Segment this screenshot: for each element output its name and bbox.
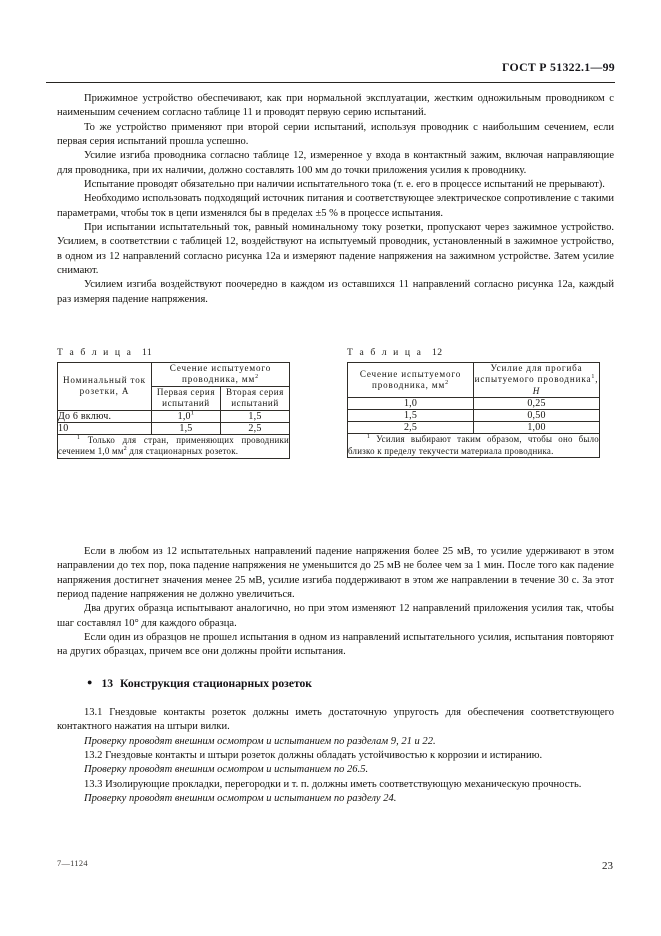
table-row: [58, 363, 290, 387]
paragraph: Два других образца испытывают аналогично, но при этом изменяют 12 направлений приложения усилия так, чтобы шаг составлял 10° для каждого образца.: [57, 603, 614, 629]
paragraph-verification: Проверку проводят внешним осмотром и испытанием по разделу 24.: [84, 793, 397, 805]
table-11-footnote-sup: 2: [123, 446, 127, 453]
paragraph: 13.1 Гнездовые контакты розеток должны иметь достаточную упругость для обеспечения соответствующего контактного нажатия на штыри вилки.: [57, 707, 614, 733]
table-12-header-section: [348, 363, 474, 398]
table-12-cell-section: 1,0: [348, 398, 474, 410]
table-11-footnote-marker: 1: [77, 434, 81, 441]
table-11-footnote-text-part2: для стационарных розеток.: [126, 446, 239, 457]
paragraph: Необходимо использовать подходящий источник питания и соответствующее электрическое сопротивление с такими параметрами, чтобы ток в цепи изменялся бы в пределах ±5 % в процессе испытания.: [57, 193, 614, 219]
paragraph: Усилие изгиба проводника согласно таблице 12, измеренное у входа в контактный зажим, включая направляющие для проводника, при их наличии, должно составлять 100 мм до точки приложения усилия к проводнику.: [57, 150, 614, 176]
table-11-footnote-text-part1: Только для стран, применяющих проводники сечением 1,0 мм: [58, 434, 290, 457]
paragraph: Если один из образцов не прошел испытания в одном из направлений испытательного усилия, испытания повторяют на других образцах, причем все они должны пройти испытания.: [57, 632, 614, 658]
table-12-cell-force: 0,25: [474, 398, 600, 410]
body-text-block-top: [57, 92, 614, 307]
table-11-cell-current: До 6 включ.: [58, 410, 152, 422]
paragraph: Прижимное устройство обеспечивают, как при нормальной эксплуатации, жестким одножильным проводником с наименьшим сечением согласно таблице 11 и проводят первую серию испытаний.: [57, 93, 614, 119]
table-11-header-series1: Первая серия испытаний: [151, 386, 220, 410]
table-12-footnote: [348, 434, 600, 458]
body-text-block-section13: [57, 706, 614, 806]
table-11-block: [57, 347, 290, 459]
body-text-block-middle: [57, 545, 614, 660]
paragraph-verification: Проверку проводят внешним осмотром и испытанием по разделам 9, 21 и 22.: [84, 735, 436, 747]
table-11-value-sup: 1: [190, 409, 195, 417]
paragraph: Усилием изгиба воздействуют поочередно в каждом из оставшихся 11 направлений согласно рисунка 12а, каждый раз измеряя падение напряжения.: [57, 279, 614, 305]
table-row: [348, 410, 600, 422]
paragraph: 13.3 Изолирующие прокладки, перегородки и т. п. должны иметь соответствующую механическую прочность.: [84, 778, 582, 790]
table-11-header-series2: Вторая серия испытаний: [220, 386, 289, 410]
table-12-cell-force: 0,50: [474, 410, 600, 422]
table-11-footnote: [58, 434, 290, 458]
table-row: [348, 363, 600, 398]
paragraph: Если в любом из 12 испытательных направлений падение напряжения более 25 мВ, то усилие удерживают в этом направлении до тех пор, пока падение напряжения не уменьшится до 25 мВ не более чем за 1 мин. После того как падение напряжения достигнет значения менее 25 мВ, усилие изгиба поддерживают в этом же направлении в течение 30 с. За этот период падение напряжения не должно увеличиться.: [57, 546, 614, 601]
table-11-cell-first-series: [151, 410, 220, 422]
table-11-cell-first-series: 1,5: [151, 422, 220, 434]
table-12-cell-force: 1,00: [474, 422, 600, 434]
table-12-cell-section: 2,5: [348, 422, 474, 434]
paragraph: При испытании испытательный ток, равный номинальному току розетки, пропускают через зажимное устройство. Усилием, в соответствии с таблицей 12, воздействуют на испытуемый проводник, установленный в зажимное устройство, в одном из 12 направлений согласно рисунка 12а и измеряют падение напряжения на зажимном устройстве. Затем усилие снимают.: [57, 222, 614, 277]
table-row: [348, 422, 600, 434]
table-row: [58, 434, 290, 458]
table-12-footnote-text: Усилия выбирают таким образом, чтобы оно было близко к пределу текучести материала проводника.: [348, 434, 599, 456]
footer-signature-mark: 7—1124: [57, 859, 88, 868]
table-12-caption: [347, 347, 600, 358]
table-12-caption-label: Т а б л и ц а: [347, 347, 424, 358]
header-divider: [46, 82, 615, 83]
table-12-header-force-unit: Н: [532, 385, 541, 396]
table-11-header-group-text: Сечение испытуемого проводника, мм: [169, 363, 272, 385]
paragraph: 13.2 Гнездовые контакты и штыри розеток должны обладать устойчивостью к коррозии и истиранию.: [84, 750, 543, 762]
table-row: [348, 434, 600, 458]
table-12-header-force-sup: 1: [591, 374, 596, 381]
table-11-value: 1,0: [177, 410, 191, 422]
table-11-cell-second-series: 1,5: [220, 410, 289, 422]
table-11-cell-second-series: 2,5: [220, 422, 289, 434]
paragraph-verification: Проверку проводят внешним осмотром и испытанием по 26.5.: [84, 764, 369, 776]
paragraph: Испытание проводят обязательно при наличии испытательного тока (т. е. его в процессе испытаний не прерывают).: [84, 179, 605, 191]
table-row: [58, 410, 290, 422]
table-12: [347, 362, 600, 458]
section-13-title: Конструкция стационарных розеток: [120, 677, 312, 690]
table-11-header-group: [151, 363, 289, 387]
table-11-header-group-sup: 2: [255, 374, 259, 381]
table-12-footnote-marker: 1: [367, 434, 371, 441]
table-12-header-force-text: Усилие для прогиба испытуемого проводника: [474, 363, 592, 385]
bullet-icon: ●: [87, 677, 93, 687]
table-row: [58, 422, 290, 434]
table-11: [57, 362, 290, 459]
table-11-caption-label: Т а б л и ц а: [57, 347, 134, 358]
table-11-header-current: Номинальный ток розетки, А: [58, 363, 152, 411]
table-12-header-section-sup: 2: [445, 380, 449, 387]
table-row: [348, 398, 600, 410]
table-11-caption-number: 11: [142, 347, 153, 358]
paragraph: То же устройство применяют при второй серии испытаний, используя проводник с наибольшим сечением, если первая серия испытаний прошла успешно.: [57, 121, 614, 148]
table-12-header-section-text: Сечение испытуемого проводника, мм: [359, 368, 462, 391]
table-12-caption-number: 12: [432, 347, 443, 358]
table-11-cell-current: 10: [58, 422, 152, 434]
table-12-block: [347, 347, 600, 458]
page-number: 23: [602, 860, 613, 872]
section-13-heading: [57, 677, 614, 690]
tables-region: [0, 347, 661, 542]
document-standard-number: ГОСТ Р 51322.1—99: [501, 60, 615, 74]
table-11-caption: [57, 347, 290, 358]
table-12-cell-section: 1,5: [348, 410, 474, 422]
section-13-number: 13: [101, 677, 114, 690]
table-12-header-force: Усилие для прогиба испытуемого проводника$^1$, Н: [474, 363, 599, 396]
